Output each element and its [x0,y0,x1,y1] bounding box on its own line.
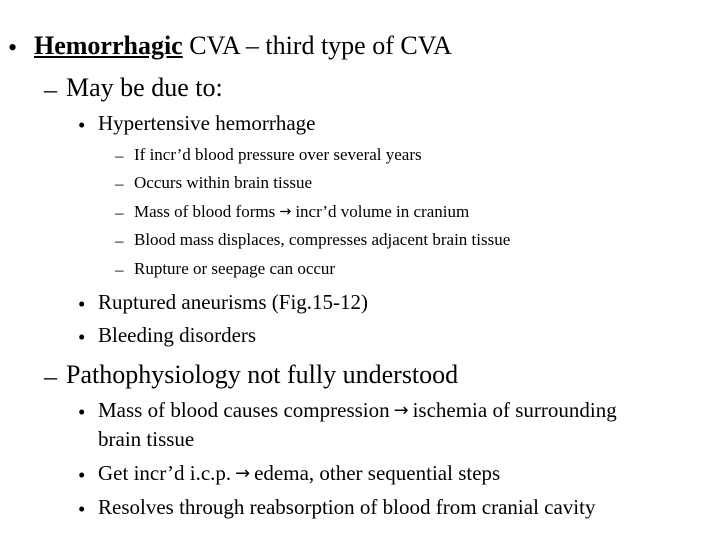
s1-item3-bullet: • [78,325,86,349]
subitem-4: Blood mass displaces, compresses adjacent brain tissue [134,230,511,249]
right-arrow-icon: → [235,463,251,485]
s2-item3-bullet: • [78,497,86,521]
section2-label: Pathophysiology not fully understood [66,360,459,389]
s2-item3: Resolves through reabsorption of blood from cranial cavity [98,495,596,519]
s2-item2-after: edema, other sequential steps [254,461,501,485]
s1-item1-bullet: • [78,113,86,137]
subitem-2: Occurs within brain tissue [134,173,312,192]
title-emphasis: Hemorrhagic [34,31,183,60]
subitem-1: If incr’d blood pressure over several years [134,145,422,164]
subitem-3 [134,203,469,220]
sub-dash-2: – [115,174,124,193]
slide-title [34,33,452,59]
s1-item2-bullet: • [78,292,86,316]
sub-dash-1: – [115,146,124,165]
right-arrow-icon: → [393,400,409,422]
sub-dash-5: – [115,260,124,279]
s1-item3: Bleeding disorders [98,323,257,347]
section1-dash: – [44,75,57,104]
right-arrow-icon: → [279,204,292,221]
sub-dash-3: – [115,203,124,222]
subitem-5: Rupture or seepage can occur [134,259,336,278]
s2-item2-before: Get incr’d i.c.p. [98,461,232,485]
sub-dash-4: – [115,231,124,250]
s2-item1-continuation: brain tissue [98,427,195,451]
title-rest: CVA – third type of CVA [182,31,452,60]
section2-dash: – [44,362,57,391]
s2-item1-before: Mass of blood causes compression [98,398,390,422]
s2-item1 [98,400,617,421]
subitem-3-before: Mass of blood forms [134,202,276,221]
s2-item1-bullet: • [78,400,86,424]
s2-item2 [98,463,500,484]
subitem-3-after: incr’d volume in cranium [295,202,470,221]
s2-item1-after: ischemia of surrounding [412,398,617,422]
s1-item2: Ruptured aneurisms (Fig.15-12) [98,290,369,314]
s1-item1-label: Hypertensive hemorrhage [98,111,316,135]
title-bullet: • [8,33,18,62]
s2-item2-bullet: • [78,463,86,487]
section1-label: May be due to: [66,73,223,102]
